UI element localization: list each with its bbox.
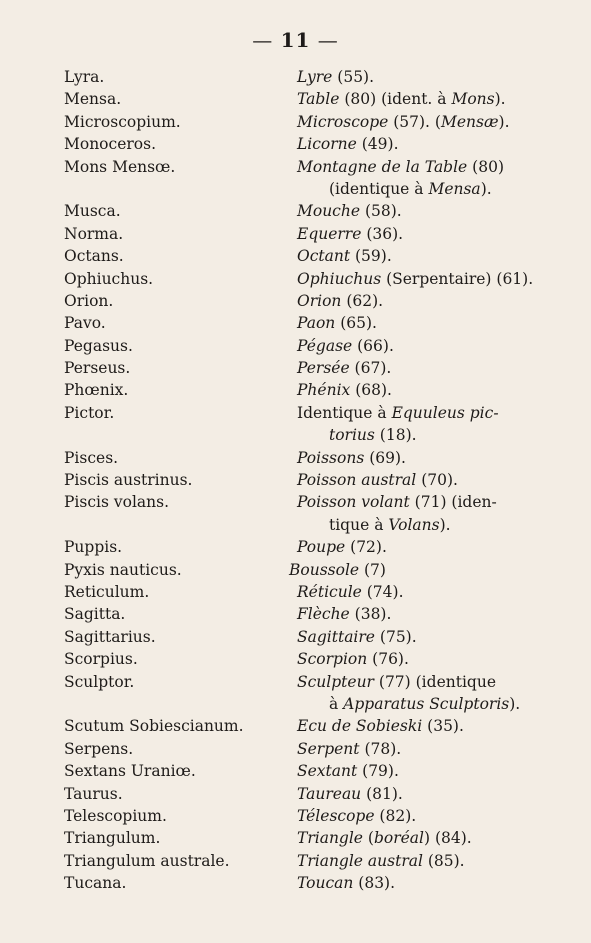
latin-name: Musca. <box>64 202 121 221</box>
french-line-1 <box>297 268 542 290</box>
french-name <box>297 671 542 716</box>
french-name <box>297 402 542 447</box>
text-segment: (83). <box>353 874 396 893</box>
text-segment: (57). ( <box>388 112 441 131</box>
text-segment: Octant <box>297 247 351 266</box>
latin-name: Sagitta. <box>64 605 126 624</box>
latin-name: Serpens. <box>64 739 134 758</box>
french-name <box>297 850 542 872</box>
text-segment: tique à <box>329 515 389 534</box>
text-segment: Phénix <box>297 381 351 400</box>
french-name <box>297 536 542 558</box>
french-line-1 <box>297 66 542 88</box>
list-item <box>0 312 591 334</box>
latin-name: Pavo. <box>64 314 106 333</box>
latin-name: Triangulum. <box>64 829 161 848</box>
french-name <box>297 111 542 133</box>
text-segment: Sculpteur <box>297 672 374 691</box>
latin-name: Mons Mensœ. <box>64 157 176 176</box>
list-item <box>0 872 591 894</box>
french-line-1 <box>297 850 542 872</box>
text-segment: Licorne <box>297 135 357 154</box>
text-segment: Mons <box>451 90 495 109</box>
text-segment: (55). <box>332 68 375 86</box>
french-name <box>297 200 542 222</box>
text-segment: (72). <box>345 538 387 557</box>
latin-name: Orion. <box>64 291 114 310</box>
french-line-1 <box>297 648 542 670</box>
text-segment: Ecu de Sobieski <box>297 717 423 736</box>
text-segment: Table <box>297 90 340 109</box>
text-segment: (74). <box>361 583 404 602</box>
text-segment: Volans <box>388 515 440 534</box>
latin-name: Ophiuchus. <box>64 269 154 288</box>
french-name <box>297 66 542 88</box>
list-item <box>0 379 591 401</box>
french-line-1 <box>297 581 542 603</box>
text-segment: ) (84). <box>424 829 472 848</box>
latin-name: Pyxis nauticus. <box>64 560 182 579</box>
text-segment: Triangle <box>297 829 363 848</box>
text-segment: ). <box>480 179 492 198</box>
text-segment: (77) (identique <box>373 672 496 691</box>
french-name <box>297 357 542 379</box>
list-item <box>0 245 591 267</box>
text-segment: Montagne de la Table <box>297 157 468 176</box>
text-segment: Poissons <box>297 448 365 467</box>
text-segment: (69). <box>364 448 406 467</box>
french-line-2 <box>297 693 542 715</box>
french-name <box>297 133 542 155</box>
text-segment: torius <box>329 426 375 445</box>
list-item <box>0 536 591 558</box>
french-name <box>289 559 534 581</box>
french-name <box>297 738 542 760</box>
text-segment: (70). <box>416 471 458 490</box>
text-segment: Boussole <box>289 560 360 579</box>
text-segment: Poisson volant <box>297 493 410 512</box>
text-segment: Poupe <box>297 538 346 557</box>
text-segment: à <box>329 695 344 713</box>
text-segment: ( <box>362 829 374 848</box>
text-segment: (38). <box>349 605 392 624</box>
list-item <box>0 268 591 290</box>
text-segment: (66). <box>352 336 394 355</box>
french-name <box>297 379 542 401</box>
french-name <box>297 491 542 536</box>
french-line-1 <box>297 156 542 178</box>
french-line-1 <box>297 88 542 110</box>
text-segment: Sagittaire <box>297 627 375 646</box>
french-name <box>297 335 542 357</box>
french-line-2 <box>297 514 542 536</box>
text-segment: ). <box>498 112 510 131</box>
text-segment: (85). <box>422 851 465 870</box>
text-segment: Lyre <box>297 68 333 86</box>
french-line-1 <box>297 447 542 469</box>
french-line-1 <box>297 133 542 155</box>
list-item <box>0 760 591 782</box>
french-name <box>297 805 542 827</box>
french-name <box>297 447 542 469</box>
french-line-1 <box>297 872 542 894</box>
french-line-1 <box>297 491 542 513</box>
french-line-1 <box>297 223 542 245</box>
text-segment: Mensa <box>428 179 481 198</box>
text-segment: (35). <box>422 717 464 736</box>
french-line-1 <box>297 760 542 782</box>
text-segment: Mouche <box>297 202 361 221</box>
header-dash-right: — <box>317 28 339 52</box>
french-name <box>297 245 542 267</box>
latin-name: Piscis austrinus. <box>64 471 193 490</box>
text-segment: (59). <box>350 247 392 266</box>
french-line-1 <box>289 559 534 581</box>
french-line-1 <box>297 245 542 267</box>
latin-name: Piscis volans. <box>64 493 170 512</box>
page-number: 11 <box>280 28 311 52</box>
list-item <box>0 357 591 379</box>
list-item <box>0 581 591 603</box>
french-line-2 <box>297 424 542 446</box>
text-segment: (36). <box>361 224 404 243</box>
text-segment: (7) <box>359 560 386 579</box>
french-name <box>297 156 542 201</box>
list-item <box>0 223 591 245</box>
french-line-1 <box>297 783 542 805</box>
text-segment: Poisson austral <box>297 471 417 490</box>
text-segment: (71) (iden- <box>409 493 497 512</box>
text-segment: Ophiuchus <box>297 269 382 288</box>
french-line-1 <box>297 626 542 648</box>
latin-name: Scorpius. <box>64 650 138 669</box>
text-segment: (58). <box>360 202 402 221</box>
text-segment: Equerre <box>297 224 362 243</box>
text-segment: Equuleus pic- <box>391 403 499 422</box>
french-name <box>297 312 542 334</box>
text-segment: Triangle austral <box>297 851 423 870</box>
latin-name: Mensa. <box>64 90 122 109</box>
french-name <box>297 603 542 625</box>
french-line-1 <box>297 469 542 491</box>
list-item <box>0 491 591 536</box>
text-segment: (79). <box>357 762 399 781</box>
french-line-1 <box>297 312 542 334</box>
list-item <box>0 738 591 760</box>
latin-name: Tucana. <box>64 874 127 893</box>
text-segment: (identique à <box>329 179 429 198</box>
list-item <box>0 626 591 648</box>
list-item <box>0 805 591 827</box>
french-name <box>297 827 542 849</box>
text-segment: (82). <box>374 806 417 825</box>
french-line-1 <box>297 402 542 424</box>
list-item <box>0 133 591 155</box>
french-line-1 <box>297 357 542 379</box>
latin-name: Sagittarius. <box>64 627 156 646</box>
page-header <box>0 28 591 52</box>
text-segment: Paon <box>297 314 336 333</box>
text-segment: Microscope <box>297 112 389 131</box>
french-name <box>297 760 542 782</box>
french-line-1 <box>297 290 542 312</box>
constellation-list <box>0 66 591 895</box>
french-name <box>297 715 542 737</box>
list-item <box>0 827 591 849</box>
latin-name: Sculptor. <box>64 672 135 691</box>
text-segment: Flèche <box>297 605 350 624</box>
french-line-1 <box>297 715 542 737</box>
text-segment: (49). <box>356 135 399 154</box>
french-name <box>297 581 542 603</box>
french-line-1 <box>297 379 542 401</box>
text-segment: Sextant <box>297 762 358 781</box>
latin-name: Pictor. <box>64 403 115 422</box>
latin-name: Telescopium. <box>64 806 167 825</box>
latin-name: Sextans Uraniœ. <box>64 762 196 781</box>
text-segment: Scorpion <box>297 650 368 669</box>
list-item <box>0 200 591 222</box>
french-name <box>297 469 542 491</box>
latin-name: Taurus. <box>64 784 123 803</box>
text-segment: Orion <box>297 291 342 310</box>
text-segment: Télescope <box>297 806 375 825</box>
text-segment: Identique à <box>297 403 392 422</box>
text-segment: Serpent <box>297 739 360 758</box>
header-dash-left: — <box>252 28 274 52</box>
text-segment: Apparatus Sculptoris <box>343 695 510 713</box>
latin-name: Scutum Sobiescianum. <box>64 717 244 736</box>
latin-name: Octans. <box>64 247 124 266</box>
list-item <box>0 671 591 716</box>
text-segment: Persée <box>297 359 350 378</box>
french-line-2 <box>297 178 542 200</box>
text-segment: Toucan <box>297 874 354 893</box>
latin-name: Microscopium. <box>64 112 181 131</box>
text-segment: boréal <box>373 829 425 848</box>
text-segment: ). <box>509 695 521 713</box>
latin-name: Reticulum. <box>64 583 150 602</box>
latin-name: Pegasus. <box>64 336 133 355</box>
latin-name: Phœnix. <box>64 381 129 400</box>
list-item <box>0 447 591 469</box>
french-name <box>297 88 542 110</box>
text-segment: (81). <box>361 784 403 803</box>
french-name <box>297 783 542 805</box>
text-segment: Pégase <box>297 336 353 355</box>
list-item <box>0 402 591 447</box>
text-segment: (76). <box>367 650 409 669</box>
text-segment: ). <box>494 90 506 109</box>
text-segment: (Serpentaire) (61). <box>381 269 534 288</box>
list-item <box>0 648 591 670</box>
text-segment: (65). <box>335 314 377 333</box>
french-line-1 <box>297 805 542 827</box>
french-name <box>297 872 542 894</box>
text-segment: (80) (ident. à <box>339 90 452 109</box>
text-segment: (18). <box>374 426 417 445</box>
list-item <box>0 156 591 201</box>
text-segment: (68). <box>350 381 392 400</box>
list-item <box>0 603 591 625</box>
list-item <box>0 559 591 581</box>
text-segment: (78). <box>359 739 402 758</box>
list-item <box>0 290 591 312</box>
text-segment: (80) <box>467 157 504 176</box>
list-item <box>0 88 591 110</box>
list-item <box>0 783 591 805</box>
french-name <box>297 648 542 670</box>
french-name <box>297 268 542 290</box>
list-item <box>0 469 591 491</box>
list-item <box>0 715 591 737</box>
french-name <box>297 223 542 245</box>
list-item <box>0 850 591 872</box>
french-line-1 <box>297 200 542 222</box>
text-segment: (75). <box>374 627 417 646</box>
french-name <box>297 290 542 312</box>
french-line-1 <box>297 603 542 625</box>
french-name <box>297 626 542 648</box>
french-line-1 <box>297 671 542 693</box>
french-line-1 <box>297 536 542 558</box>
list-item <box>0 335 591 357</box>
french-line-1 <box>297 335 542 357</box>
text-segment: Réticule <box>297 583 362 602</box>
french-line-1 <box>297 738 542 760</box>
latin-name: Pisces. <box>64 448 119 467</box>
latin-name: Lyra. <box>64 68 105 86</box>
text-segment: Mensæ <box>440 112 499 131</box>
text-segment: (67). <box>349 359 392 378</box>
text-segment: (62). <box>341 291 384 310</box>
french-line-1 <box>297 827 542 849</box>
latin-name: Monoceros. <box>64 135 156 154</box>
latin-name: Triangulum australe. <box>64 851 230 870</box>
latin-name: Puppis. <box>64 538 123 557</box>
text-segment: ). <box>439 515 451 534</box>
latin-name: Perseus. <box>64 359 131 378</box>
french-line-1 <box>297 111 542 133</box>
list-item <box>0 111 591 133</box>
text-segment: Taureau <box>297 784 362 803</box>
list-item <box>0 66 591 88</box>
latin-name: Norma. <box>64 224 124 243</box>
